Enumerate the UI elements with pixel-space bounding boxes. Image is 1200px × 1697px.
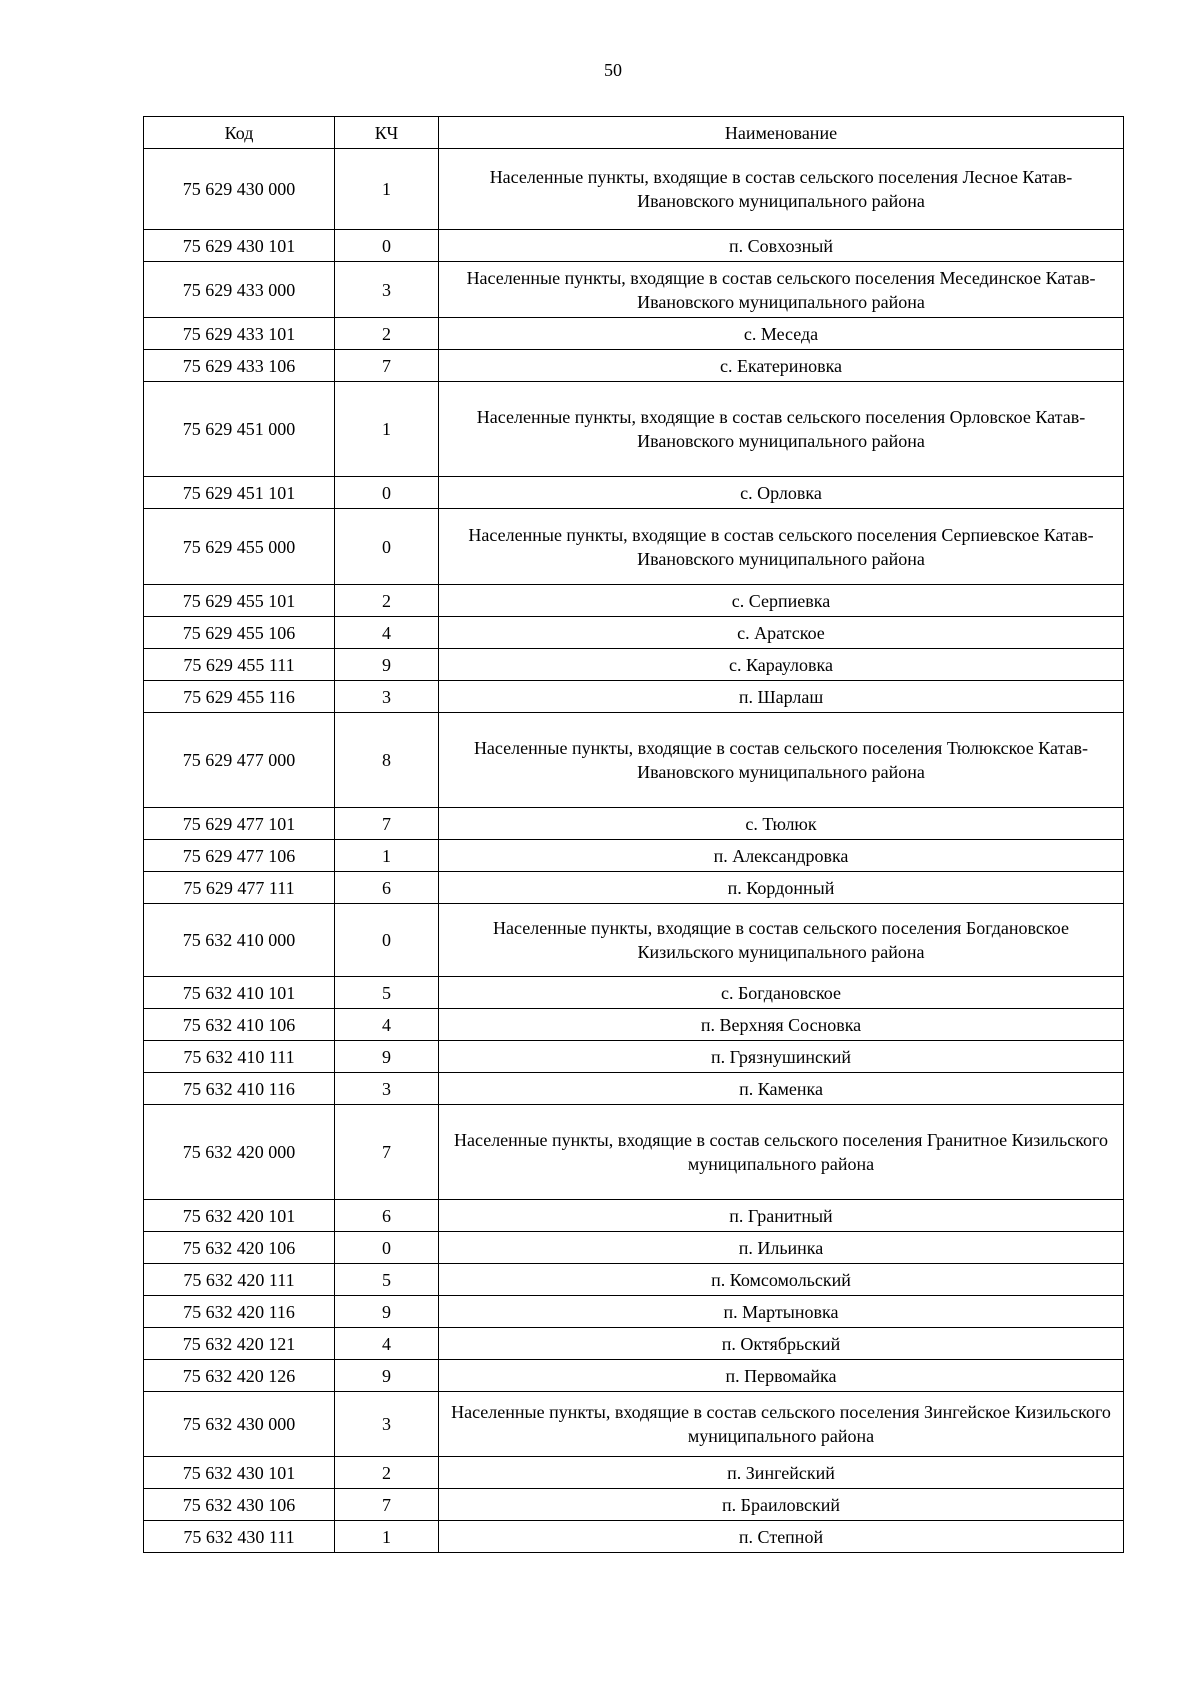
table-row — [144, 1073, 1124, 1105]
kch-cell: 5 — [335, 1264, 439, 1296]
kch-cell: 9 — [335, 1360, 439, 1392]
name-cell: Населенные пункты, входящие в состав сельского поселения Орловское Катав-Ивановского муниципального района — [439, 382, 1124, 477]
code-cell: 75 632 420 000 — [144, 1105, 335, 1200]
kch-cell: 0 — [335, 477, 439, 509]
table-row — [144, 1264, 1124, 1296]
name-cell: Населенные пункты, входящие в состав сельского поселения Серпиевское Катав-Ивановского муниципального района — [439, 509, 1124, 585]
kch-cell: 4 — [335, 617, 439, 649]
name-cell: п. Октябрьский — [439, 1328, 1124, 1360]
table-row — [144, 617, 1124, 649]
kch-cell: 7 — [335, 350, 439, 382]
name-cell: п. Совхозный — [439, 230, 1124, 262]
name-cell: п. Комсомольский — [439, 1264, 1124, 1296]
code-cell: 75 632 420 101 — [144, 1200, 335, 1232]
table-row — [144, 977, 1124, 1009]
table-row — [144, 1521, 1124, 1553]
table-row — [144, 1489, 1124, 1521]
name-cell: Населенные пункты, входящие в состав сельского поселения Лесное Катав-Ивановского муниципального района — [439, 149, 1124, 230]
kch-cell: 3 — [335, 1392, 439, 1457]
name-cell: п. Браиловский — [439, 1489, 1124, 1521]
table-row — [144, 1105, 1124, 1200]
name-cell: п. Кордонный — [439, 872, 1124, 904]
table-row — [144, 1360, 1124, 1392]
kch-cell: 2 — [335, 318, 439, 350]
table-row — [144, 585, 1124, 617]
header-name: Наименование — [439, 117, 1124, 149]
table-row — [144, 1009, 1124, 1041]
code-cell: 75 632 430 106 — [144, 1489, 335, 1521]
table-row — [144, 382, 1124, 477]
name-cell: Населенные пункты, входящие в состав сельского поселения Месединское Катав-Ивановского муниципального района — [439, 262, 1124, 318]
code-cell: 75 629 455 106 — [144, 617, 335, 649]
page-number: 50 — [604, 60, 622, 80]
code-cell: 75 632 430 101 — [144, 1457, 335, 1489]
name-cell: п. Зингейский — [439, 1457, 1124, 1489]
kch-cell: 3 — [335, 262, 439, 318]
name-cell: с. Меседа — [439, 318, 1124, 350]
kch-cell: 7 — [335, 1489, 439, 1521]
table-row — [144, 1232, 1124, 1264]
name-cell: п. Гранитный — [439, 1200, 1124, 1232]
name-cell: Населенные пункты, входящие в состав сельского поселения Тюлюкское Катав-Ивановского муниципального района — [439, 713, 1124, 808]
code-cell: 75 629 477 111 — [144, 872, 335, 904]
table-row — [144, 350, 1124, 382]
kch-cell: 0 — [335, 904, 439, 977]
kch-cell: 4 — [335, 1328, 439, 1360]
kch-cell: 3 — [335, 681, 439, 713]
code-cell: 75 629 451 000 — [144, 382, 335, 477]
table-row — [144, 509, 1124, 585]
kch-cell: 6 — [335, 1200, 439, 1232]
code-cell: 75 629 430 000 — [144, 149, 335, 230]
name-cell: п. Ильинка — [439, 1232, 1124, 1264]
okato-table — [143, 116, 1124, 1553]
kch-cell: 9 — [335, 1041, 439, 1073]
code-cell: 75 629 477 106 — [144, 840, 335, 872]
header-kch: КЧ — [335, 117, 439, 149]
name-cell: п. Шарлаш — [439, 681, 1124, 713]
name-cell: с. Екатериновка — [439, 350, 1124, 382]
kch-cell: 1 — [335, 149, 439, 230]
code-cell: 75 629 451 101 — [144, 477, 335, 509]
kch-cell: 5 — [335, 977, 439, 1009]
name-cell: Населенные пункты, входящие в состав сельского поселения Гранитное Кизильского муниципального района — [439, 1105, 1124, 1200]
name-cell: п. Грязнушинский — [439, 1041, 1124, 1073]
code-cell: 75 632 430 111 — [144, 1521, 335, 1553]
table-row — [144, 1392, 1124, 1457]
kch-cell: 2 — [335, 1457, 439, 1489]
table-row — [144, 262, 1124, 318]
code-cell: 75 632 420 106 — [144, 1232, 335, 1264]
name-cell: п. Первомайка — [439, 1360, 1124, 1392]
name-cell: Населенные пункты, входящие в состав сельского поселения Зингейское Кизильского муниципального района — [439, 1392, 1124, 1457]
code-cell: 75 629 433 101 — [144, 318, 335, 350]
code-cell: 75 632 420 116 — [144, 1296, 335, 1328]
kch-cell: 0 — [335, 509, 439, 585]
kch-cell: 1 — [335, 840, 439, 872]
table-row — [144, 649, 1124, 681]
name-cell: п. Мартыновка — [439, 1296, 1124, 1328]
kch-cell: 7 — [335, 808, 439, 840]
code-cell: 75 632 420 126 — [144, 1360, 335, 1392]
kch-cell: 0 — [335, 230, 439, 262]
table-row — [144, 1041, 1124, 1073]
table-row — [144, 149, 1124, 230]
kch-cell: 2 — [335, 585, 439, 617]
table-row — [144, 681, 1124, 713]
name-cell: п. Каменка — [439, 1073, 1124, 1105]
table-row — [144, 1200, 1124, 1232]
table-row — [144, 872, 1124, 904]
code-cell: 75 629 455 000 — [144, 509, 335, 585]
table-row — [144, 840, 1124, 872]
kch-cell: 4 — [335, 1009, 439, 1041]
code-cell: 75 632 420 121 — [144, 1328, 335, 1360]
code-cell: 75 629 455 111 — [144, 649, 335, 681]
table-row — [144, 477, 1124, 509]
table-row — [144, 1328, 1124, 1360]
code-cell: 75 629 477 000 — [144, 713, 335, 808]
kch-cell: 8 — [335, 713, 439, 808]
name-cell: п. Степной — [439, 1521, 1124, 1553]
kch-cell: 6 — [335, 872, 439, 904]
name-cell: с. Орловка — [439, 477, 1124, 509]
table-row — [144, 230, 1124, 262]
code-cell: 75 629 433 106 — [144, 350, 335, 382]
kch-cell: 0 — [335, 1232, 439, 1264]
code-cell: 75 629 477 101 — [144, 808, 335, 840]
table-row — [144, 1457, 1124, 1489]
kch-cell: 3 — [335, 1073, 439, 1105]
code-cell: 75 632 430 000 — [144, 1392, 335, 1457]
table-body — [144, 149, 1124, 1553]
kch-cell: 1 — [335, 382, 439, 477]
header-code: Код — [144, 117, 335, 149]
kch-cell: 7 — [335, 1105, 439, 1200]
kch-cell: 9 — [335, 649, 439, 681]
table-row — [144, 808, 1124, 840]
name-cell: с. Богдановское — [439, 977, 1124, 1009]
name-cell: Населенные пункты, входящие в состав сельского поселения Богдановское Кизильского муниципального района — [439, 904, 1124, 977]
code-cell: 75 629 455 101 — [144, 585, 335, 617]
code-cell: 75 629 455 116 — [144, 681, 335, 713]
name-cell: с. Аратское — [439, 617, 1124, 649]
code-cell: 75 632 410 106 — [144, 1009, 335, 1041]
table-row — [144, 318, 1124, 350]
code-cell: 75 632 410 101 — [144, 977, 335, 1009]
table-row — [144, 904, 1124, 977]
name-cell: с. Карауловка — [439, 649, 1124, 681]
table-row — [144, 1296, 1124, 1328]
name-cell: п. Верхняя Сосновка — [439, 1009, 1124, 1041]
kch-cell: 9 — [335, 1296, 439, 1328]
code-cell: 75 629 433 000 — [144, 262, 335, 318]
name-cell: с. Тюлюк — [439, 808, 1124, 840]
code-cell: 75 632 410 000 — [144, 904, 335, 977]
code-cell: 75 632 420 111 — [144, 1264, 335, 1296]
code-cell: 75 629 430 101 — [144, 230, 335, 262]
table-row — [144, 713, 1124, 808]
name-cell: п. Александровка — [439, 840, 1124, 872]
kch-cell: 1 — [335, 1521, 439, 1553]
code-cell: 75 632 410 111 — [144, 1041, 335, 1073]
code-cell: 75 632 410 116 — [144, 1073, 335, 1105]
table-header-row — [144, 117, 1124, 149]
name-cell: с. Серпиевка — [439, 585, 1124, 617]
